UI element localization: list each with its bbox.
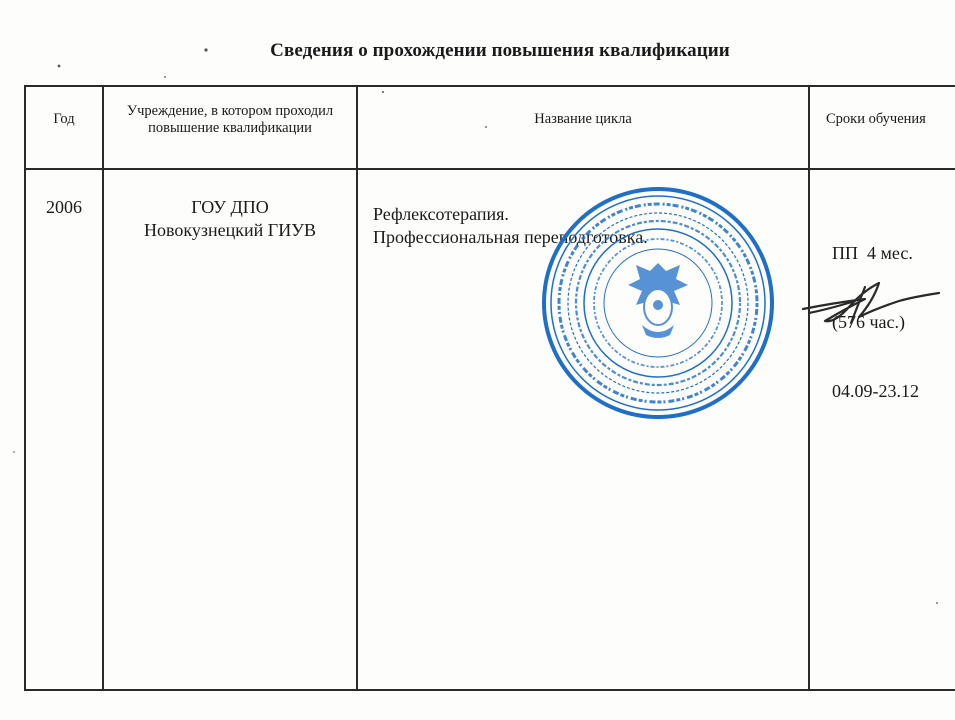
table-bottom-border	[24, 689, 955, 691]
header-term: Сроки обучения	[826, 111, 926, 127]
header-course: Название цикла	[534, 111, 632, 127]
course-line-1: Рефлексотерапия.	[373, 204, 509, 224]
column-divider-2	[356, 85, 358, 691]
cell-institution	[104, 196, 356, 242]
column-divider-1	[102, 85, 104, 691]
term-line-2: (576 час.)	[832, 312, 906, 332]
term-line-1: ПП 4 мес.	[832, 243, 913, 263]
table-left-border	[24, 85, 26, 691]
handwritten-signature	[795, 275, 945, 335]
cell-year: 2006	[46, 197, 82, 217]
document-title: Сведения о прохождении повышения квалификации	[270, 40, 730, 61]
column-divider-3	[808, 85, 810, 691]
course-line-2: Профессиональная переподготовка.	[373, 227, 648, 247]
term-line-3: 04.09-23.12	[832, 381, 919, 401]
official-seal-stamp	[538, 183, 778, 423]
header-institution: Учреждение, в котором проходил повышение квалификации	[126, 103, 334, 136]
header-year: Год	[53, 111, 75, 127]
header-bottom-border	[24, 168, 955, 170]
table-top-border	[24, 85, 955, 87]
institution-line-1: ГОУ ДПО	[191, 197, 269, 217]
institution-line-2: Новокузнецкий ГИУВ	[144, 220, 316, 240]
